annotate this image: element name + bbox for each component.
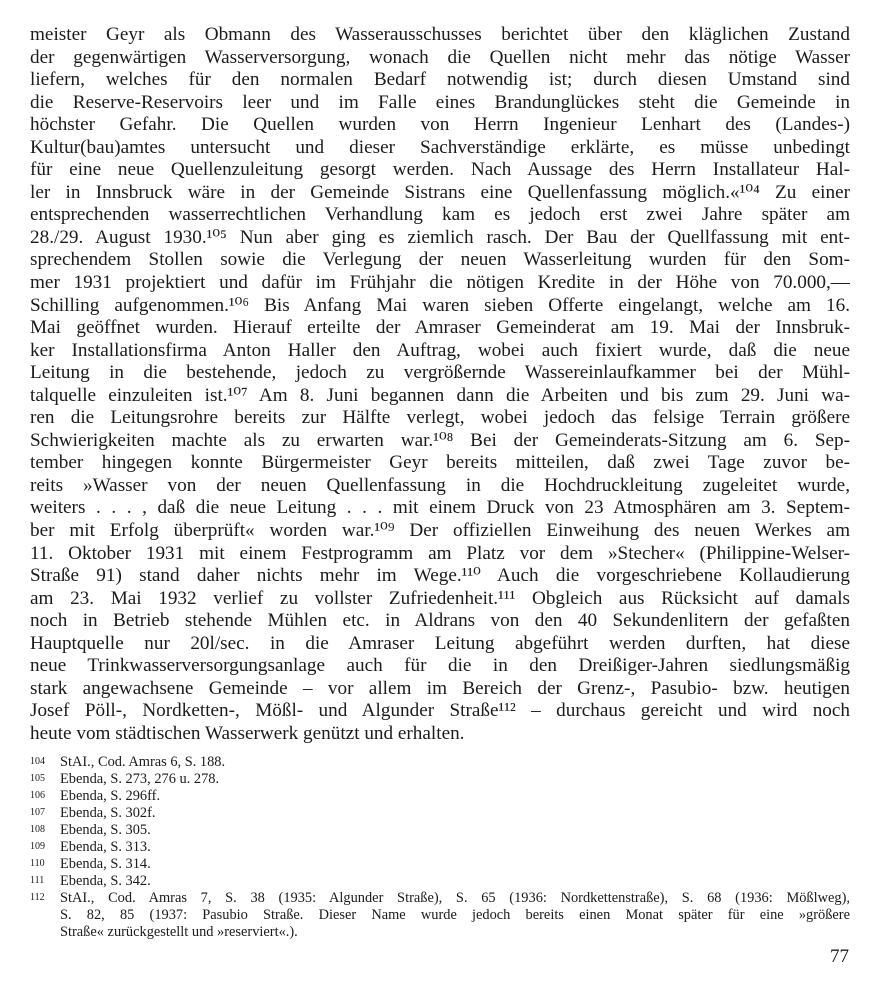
footnote-number: 111 (30, 874, 45, 886)
footnote-text: StAI., Cod. Amras 7, S. 38 (1935: Algunder Straße), S. 65 (1936: Nordkettenstraße), S. 68 (1936: Mößlweg), (60, 889, 850, 906)
body-line: reits »Wasser von der neuen Quellenfassung in die Hochdruckleitung zugeleitet wurde, (30, 474, 850, 496)
footnote (30, 754, 850, 771)
body-line: Schwierigkeiten machte als zu erwarten war.¹⁰⁸ Bei der Gemeinderats-Sitzung am 6. Sep- (30, 429, 850, 451)
main-text (30, 24, 850, 746)
body-line: Schilling aufgenommen.¹⁰⁶ Bis Anfang Mai waren sieben Offerte eingelangt, welche am 16. (30, 294, 850, 316)
footnote-text: Ebenda, S. 314. (60, 855, 151, 872)
body-line: Leitung in die bestehende, jedoch zu vergrößernde Wassereinlaufkammer bei der Mühl- (30, 362, 850, 384)
body-line: weiters . . . , daß die neue Leitung . . . mit einem Druck von 23 Atmosphären am 3. Septem- (30, 497, 850, 519)
footnote (30, 771, 850, 788)
footnote-text: StAI., Cod. Amras 6, S. 188. (60, 753, 226, 770)
body-line: talquelle einzuleiten ist.¹⁰⁷ Am 8. Juni begannen dann die Arbeiten und bis zum 29. Juni wa- (30, 384, 850, 406)
footnote-number: 105 (30, 772, 45, 784)
page-number: 77 (830, 946, 849, 967)
body-line: heute vom städtischen Wasserwerk genützt und erhalten. (30, 722, 465, 744)
body-line: ren die Leitungsrohre bereits zur Hälfte verlegt, wobei jedoch das felsige Terrain größere (30, 407, 850, 429)
body-line: mer 1931 projektiert und dafür im Frühjahr die nötigen Kredite in der Höhe von 70.000,— (30, 272, 850, 294)
footnote-text: Ebenda, S. 302f. (60, 804, 156, 821)
footnote (30, 839, 850, 856)
body-line: ker Installationsfirma Anton Haller den Auftrag, wobei auch fixiert wurde, daß die neue (30, 339, 850, 361)
body-line: meister Geyr als Obmann des Wasserausschusses berichtet über den kläglichen Zustand (30, 24, 850, 45)
body-line: tember hingegen konnte Bürgermeister Geyr bereits mitteilen, daß zwei Tage zuvor be- (30, 452, 850, 474)
footnote-number: 112 (30, 891, 45, 903)
body-line: ler in Innsbruck wäre in der Gemeinde Sistrans eine Quellenfassung möglich.«¹⁰⁴ Zu einer (30, 181, 850, 203)
body-line: für eine neue Quellenzuleitung gesorgt werden. Nach Aussage des Herrn Installateur Hal- (30, 159, 850, 181)
page (30, 24, 850, 941)
footnote-text: Ebenda, S. 305. (60, 821, 151, 838)
footnote-number: 110 (30, 857, 45, 869)
body-line: stark angewachsene Gemeinde – vor allem im Bereich der Grenz-, Pasubio- bzw. heutigen (30, 677, 850, 699)
footnote-number: 108 (30, 823, 45, 835)
body-line: liefern, welches für den normalen Bedarf notwendig ist; durch diesen Umstand sind (30, 69, 850, 91)
body-line: noch in Betrieb stehende Mühlen etc. in Aldrans von den 40 Sekundenlitern der gefaßten (30, 610, 850, 632)
footnote (30, 788, 850, 805)
footnote (30, 805, 850, 822)
body-line: 28./29. August 1930.¹⁰⁵ Nun aber ging es ziemlich rasch. Der Bau der Quellfassung mit ent- (30, 226, 850, 248)
footnote-text: Ebenda, S. 296ff. (60, 787, 161, 804)
footnote-text: Ebenda, S. 313. (60, 838, 151, 855)
body-line: ber mit Erfolg überprüft« worden war.¹⁰⁹ Der offiziellen Einweihung des neuen Werkes am (30, 520, 850, 542)
body-line: die Reserve-Reservoirs leer und im Falle eines Brandunglückes steht die Gemeinde in (30, 91, 850, 113)
footnote (30, 822, 850, 839)
body-line: der gegenwärtigen Wasserversorgung, wonach die Quellen nicht mehr das nötige Wasser (30, 46, 850, 68)
footnote-number: 107 (30, 806, 45, 818)
footnote-text: Ebenda, S. 342. (60, 872, 151, 889)
footnote (30, 856, 850, 873)
body-line: entsprechenden wasserrechtlichen Verhandlung kam es jedoch erst zwei Jahre später am (30, 204, 850, 226)
body-line: Kultur(bau)amtes untersucht und dieser Sachverständige erklärte, es müsse unbedingt (30, 136, 850, 158)
footnote-text: S. 82, 85 (1937: Pasubio Straße. Dieser Name wurde jedoch bereits einen Monat später für eine »größere (60, 906, 850, 923)
body-line: Josef Pöll-, Nordketten-, Mößl- und Algunder Straße¹¹² – durchaus gereicht und wird noch (30, 700, 850, 722)
footnotes (30, 754, 850, 941)
footnote-text: Straße« zurückgestellt und »reserviert«.). (60, 923, 298, 940)
footnote (30, 890, 850, 941)
body-line: sprechendem Stollen sowie die Verlegung der neuen Wasserleitung wurden für den Som- (30, 249, 850, 271)
body-line: höchster Gefahr. Die Quellen wurden von Herrn Ingenieur Lenhart des (Landes-) (30, 114, 850, 136)
footnote (30, 873, 850, 890)
footnote-text: Ebenda, S. 273, 276 u. 278. (60, 770, 220, 787)
body-line: Hauptquelle nur 20l/sec. in die Amraser Leitung abgeführt werden durften, hat diese (30, 632, 850, 654)
body-line: 11. Oktober 1931 mit einem Festprogramm am Platz vor dem »Stecher« (Philippine-Welser- (30, 542, 850, 564)
body-line: am 23. Mai 1932 verlief zu vollster Zufriedenheit.¹¹¹ Obgleich aus Rücksicht auf damals (30, 587, 850, 609)
footnote-number: 104 (30, 755, 45, 767)
body-line: neue Trinkwasserversorgungsanlage auch für die in den Dreißiger-Jahren siedlungsmäßig (30, 655, 850, 677)
footnote-number: 106 (30, 789, 45, 801)
body-line: Mai geöffnet wurden. Hierauf erteilte der Amraser Gemeinderat am 19. Mai der Innsbruk- (30, 317, 850, 339)
footnote-number: 109 (30, 840, 45, 852)
body-line: Straße 91) stand daher nichts mehr im Wege.¹¹⁰ Auch die vorgeschriebene Kollaudierung (30, 565, 850, 587)
